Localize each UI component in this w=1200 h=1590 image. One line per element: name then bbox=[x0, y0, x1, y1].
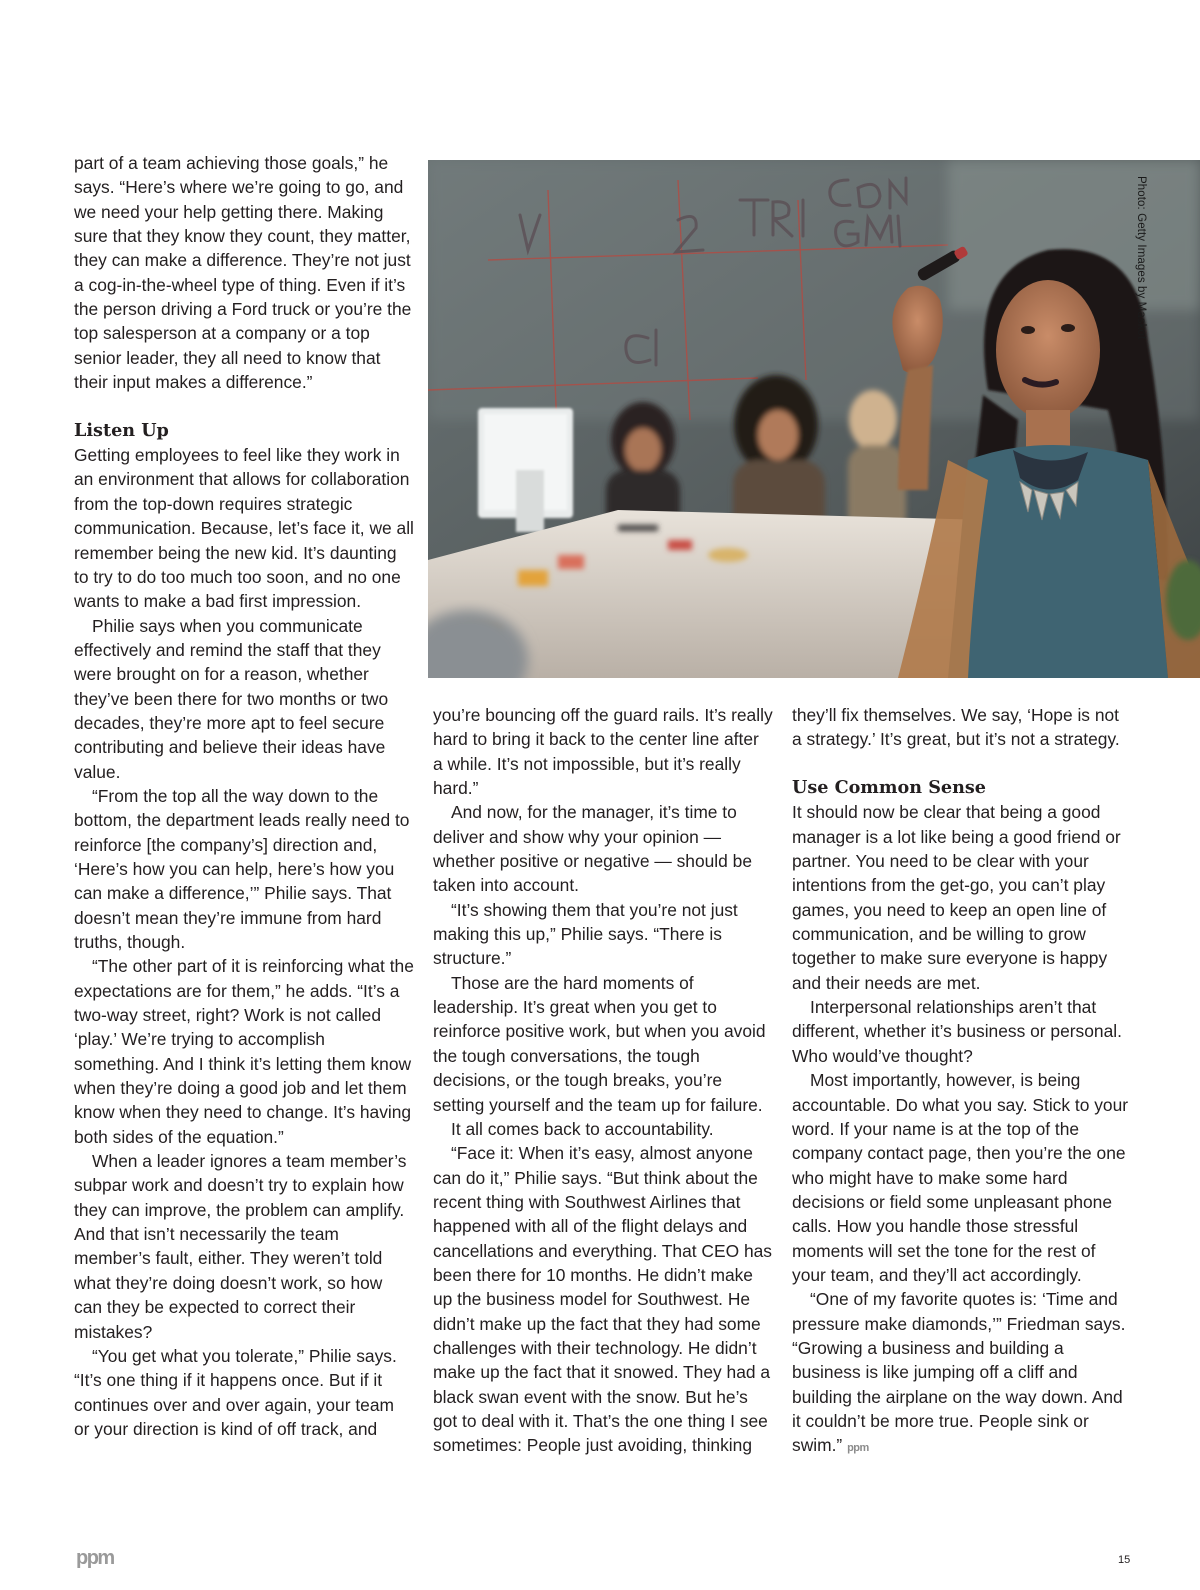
paragraph: you’re bouncing off the guard rails. It’s really hard to bring it back to the center line after a while. It’s not impossible, but it’s really hard.” bbox=[433, 705, 773, 799]
paragraph: It should now be clear that being a good manager is a lot like being a good friend or partner. You need to be clear with your intentions from the get-go, you can’t play games, you need to keep an open line of communication, and be willing to grow together to make sure everyone is happy and their needs are met. bbox=[792, 802, 1121, 993]
paragraph bbox=[792, 1287, 1132, 1460]
paragraph: part of a team achieving those goals,” he says. “Here’s where we’re going to go, and we need your help getting there. Making sure that they know they count, they matter, they can make a difference. They’re not just a cog-in-the-wheel type of thing. Even if it’s the person driving a Ford truck or you’re the top salesperson at a company or a top senior leader, they all need to know that their input makes a difference.” bbox=[74, 153, 412, 393]
article-column-1 bbox=[74, 151, 414, 1441]
magazine-logo: ppm bbox=[76, 1547, 114, 1569]
paragraph: “It’s showing them that you’re not just making this up,” Philie says. “There is structure.” bbox=[433, 899, 738, 969]
article-column-3 bbox=[792, 703, 1132, 1461]
article-photo bbox=[428, 160, 1200, 678]
paragraph: And now, for the manager, it’s time to deliver and show why your opinion — whether positive or negative — should be taken into account. bbox=[433, 802, 753, 896]
paragraph: “The other part of it is reinforcing what the expectations are for them,” he adds. “It’s a two-way street, right? Work is not called ‘play.’ We’re trying to accomplish something. And I think it’s letting them know when they’re doing a good job and let them know when they need to change. It’s having both sides of the equation.” bbox=[74, 956, 414, 1147]
page-number: 15 bbox=[1118, 1554, 1131, 1566]
photo-credit: Photo: Getty Images by Maskot bbox=[1135, 176, 1147, 340]
paragraph: Those are the hard moments of leadership. It’s great when you get to reinforce positive work, but when you avoid the tough conversations, the tough decisions, or the tough breaks, you’re setting yourself and the team up for failure. bbox=[433, 972, 766, 1115]
section-heading-use-common-sense: Use Common Sense bbox=[792, 777, 986, 799]
paragraph: “You get what you tolerate,” Philie says. “It’s one thing if it happens once. But if it continues over and over again, your team or your direction is kind of off track, and bbox=[74, 1345, 397, 1439]
paragraph: Philie says when you communicate effectively and remind the staff that they were brought on for a reason, whether they’ve been there for two months or two decades, they’re more apt to feel secure contributing and believe their ideas have value. bbox=[74, 615, 389, 782]
paragraph: “Face it: When it’s easy, almost anyone can do it,” Philie says. “But think about the recent thing with Southwest Airlines that happened with all of the flight delays and cancellations and everything. That CEO has been there for 10 months. He didn’t make up the business model for Southwest. He didn’t make up the fact that they had some challenges with their technology. He didn’t make up the fact that it snowed. They had a black swan event with the snow. But he’s got to deal with it. That’s the one thing I see sometimes: People just avoiding, thinking bbox=[433, 1143, 772, 1456]
article-column-2 bbox=[433, 703, 773, 1458]
section-heading-listen-up: Listen Up bbox=[74, 419, 169, 441]
end-mark-logo: ppm bbox=[847, 1442, 869, 1455]
paragraph: It all comes back to accountability. bbox=[451, 1118, 714, 1139]
paragraph: they’ll fix themselves. We say, ‘Hope is not a strategy.’ It’s great, but it’s not a strategy. bbox=[792, 705, 1120, 750]
office-meeting-photo bbox=[428, 160, 1200, 678]
paragraph: When a leader ignores a team member’s subpar work and doesn’t try to explain how they can improve, the problem can amplify. And that isn’t necessarily the team member’s fault, either. They weren’t told what they’re doing doesn’t work, so how can they be expected to correct their mistakes? bbox=[74, 1151, 407, 1342]
paragraph: Interpersonal relationships aren’t that different, whether it’s business or personal. Who would’ve thought? bbox=[792, 997, 1122, 1066]
paragraph: Getting employees to feel like they work in an environment that allows for collaboration from the top-down requires strategic communication. Because, let’s face it, we all remember being the new kid. It’s daunting to try to do too much too soon, and no one wants to make a bad first impression. bbox=[74, 445, 414, 612]
paragraph: “From the top all the way down to the bottom, the department leads really need to reinforce [the company’s] direction and, ‘Here’s how you can help, here’s how you can make a difference,’” Philie says. That doesn’t mean they’re immune from hard truths, though. bbox=[74, 785, 410, 952]
closing-quote-text: “One of my favorite quotes is: ‘Time and pressure make diamonds,’” Friedman says. “Growing a business and building a business is like jumping off a cliff and building the airplane on the way down. And it couldn’t be more true. People sink or swim.” bbox=[792, 1289, 1126, 1456]
paragraph: Most importantly, however, is being accountable. Do what you say. Stick to your word. If your name is at the top of the company contact page, then you’re the one who might have to make some hard decisions or field some unpleasant phone calls. How you handle those stressful moments will set the tone for the rest of your team, and they’ll act accordingly. bbox=[792, 1070, 1129, 1285]
